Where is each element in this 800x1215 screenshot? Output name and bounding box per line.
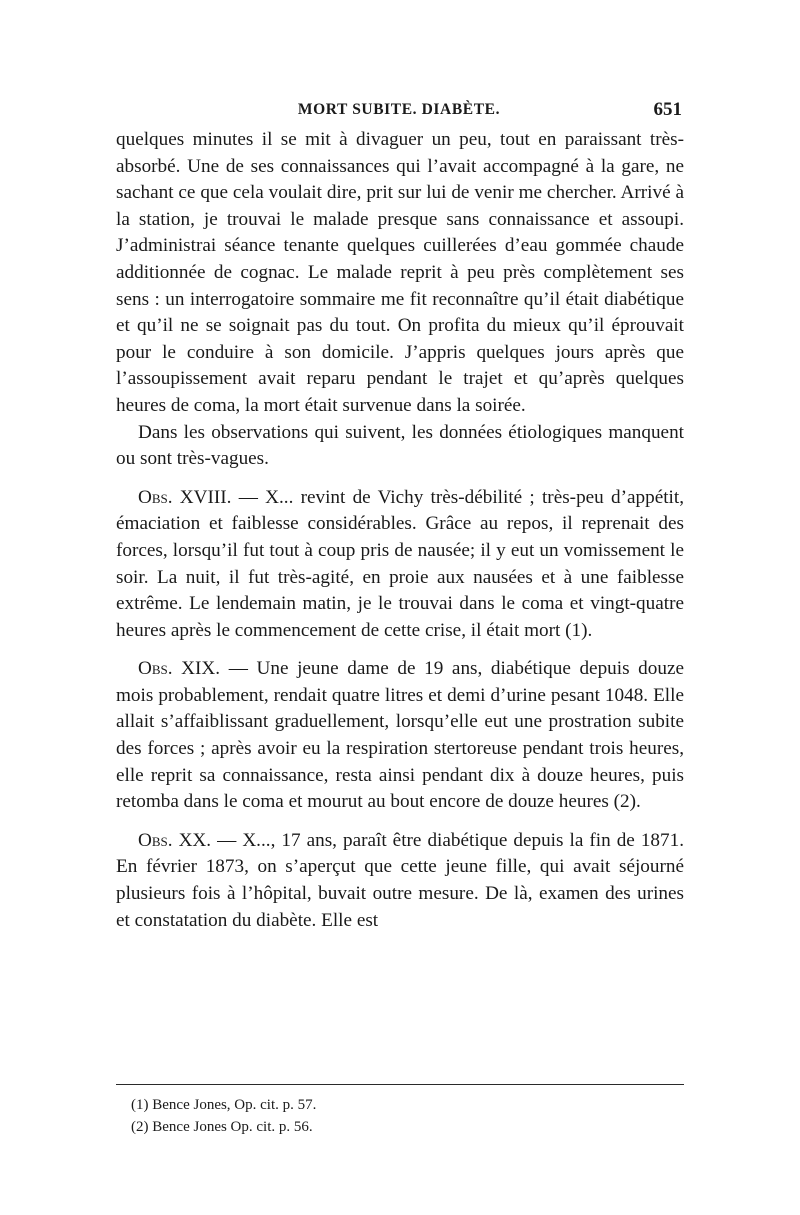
observation-18 <box>116 485 684 645</box>
paragraph-intro-observations: Dans les observations qui suivent, les données étiologiques manquent ou sont très-vagues. <box>116 421 684 470</box>
footnote-rule <box>116 1084 684 1085</box>
footnote-2 <box>131 1116 681 1138</box>
paragraph-gap <box>116 644 684 656</box>
observation-20 <box>116 828 684 934</box>
observation-text: — X... revint de Vichy très-débilité ; très-peu d’appétit, émaciation et faiblesse considérables. Grâce au repos, il reprenait des forces, lorsqu’il fut tout à coup pris de nausée; il y eut un vomissement le soir. La nuit, il fut très-agité, en proie aux nausées et à une faiblesse extrême. Le lendemain matin, je le trouvai dans le coma et vingt-quatre heures après le commencement de cette crise, il était mort (1). <box>116 486 684 641</box>
footnote-text: Bence Jones, Op. cit. p. 57. <box>152 1097 317 1113</box>
running-head <box>116 99 682 123</box>
footnote-mark: (1) <box>131 1097 149 1113</box>
observation-label: Obs. XVIII. <box>138 486 232 508</box>
running-title: MORT SUBITE. DIABÈTE. <box>297 101 501 118</box>
paragraph-gap <box>116 473 684 485</box>
footnote-1 <box>131 1094 681 1116</box>
footnote-mark: (2) <box>131 1119 149 1135</box>
footnotes <box>131 1094 681 1138</box>
observation-label: Obs. XIX. <box>138 658 221 680</box>
observation-label: Obs. XX. <box>138 829 212 851</box>
body-text <box>116 127 684 934</box>
footnote-text: Bence Jones Op. cit. p. 56. <box>152 1119 313 1135</box>
observation-text: — Une jeune dame de 19 ans, diabétique depuis douze mois probablement, rendait quatre litres et demi d’urine pesant 1048. Elle allait s’affaiblissant graduellement, lorsqu’elle eut une prostration subite des forces ; après avoir eu la respiration stertoreuse pendant trois heures, elle reprit sa connaissance, resta ainsi pendant dix à douze heures, puis retomba dans le coma et mourut au bout encore de douze heures (2). <box>116 658 684 813</box>
observation-19 <box>116 656 684 816</box>
paragraph-gap <box>116 816 684 828</box>
observation-text: — X..., 17 ans, paraît être diabétique depuis la fin de 1871. En février 1873, on s’aperçut que cette jeune fille, qui avait séjourné plusieurs fois à l’hôpital, buvait outre mesure. De là, examen des urines et constatation du diabète. Elle est <box>116 829 684 931</box>
paragraph-continuation: quelques minutes il se mit à divaguer un peu, tout en paraissant très-absorbé. Une de ses connaissances qui l’avait accompagné à la gare, ne sachant ce que cela voulait dire, prit sur lui de venir me chercher. Arrivé à la station, je trouvai le malade presque sans connaissance et assoupi. J’administrai séance tenante quelques cuillerées d’eau gommée chaude additionnée de cognac. Le malade reprit à peu près complètement ses sens : un interrogatoire sommaire me fit reconnaître qu’il était diabétique et qu’il ne se soignait pas du tout. On profita du mieux qu’il éprouvait pour le conduire à son domicile. J’appris quelques jours après que l’assoupissement avait reparu pendant le trajet et qu’après quelques heures de coma, la mort était survenue dans la soirée. <box>116 129 684 416</box>
page-number: 651 <box>653 99 682 120</box>
